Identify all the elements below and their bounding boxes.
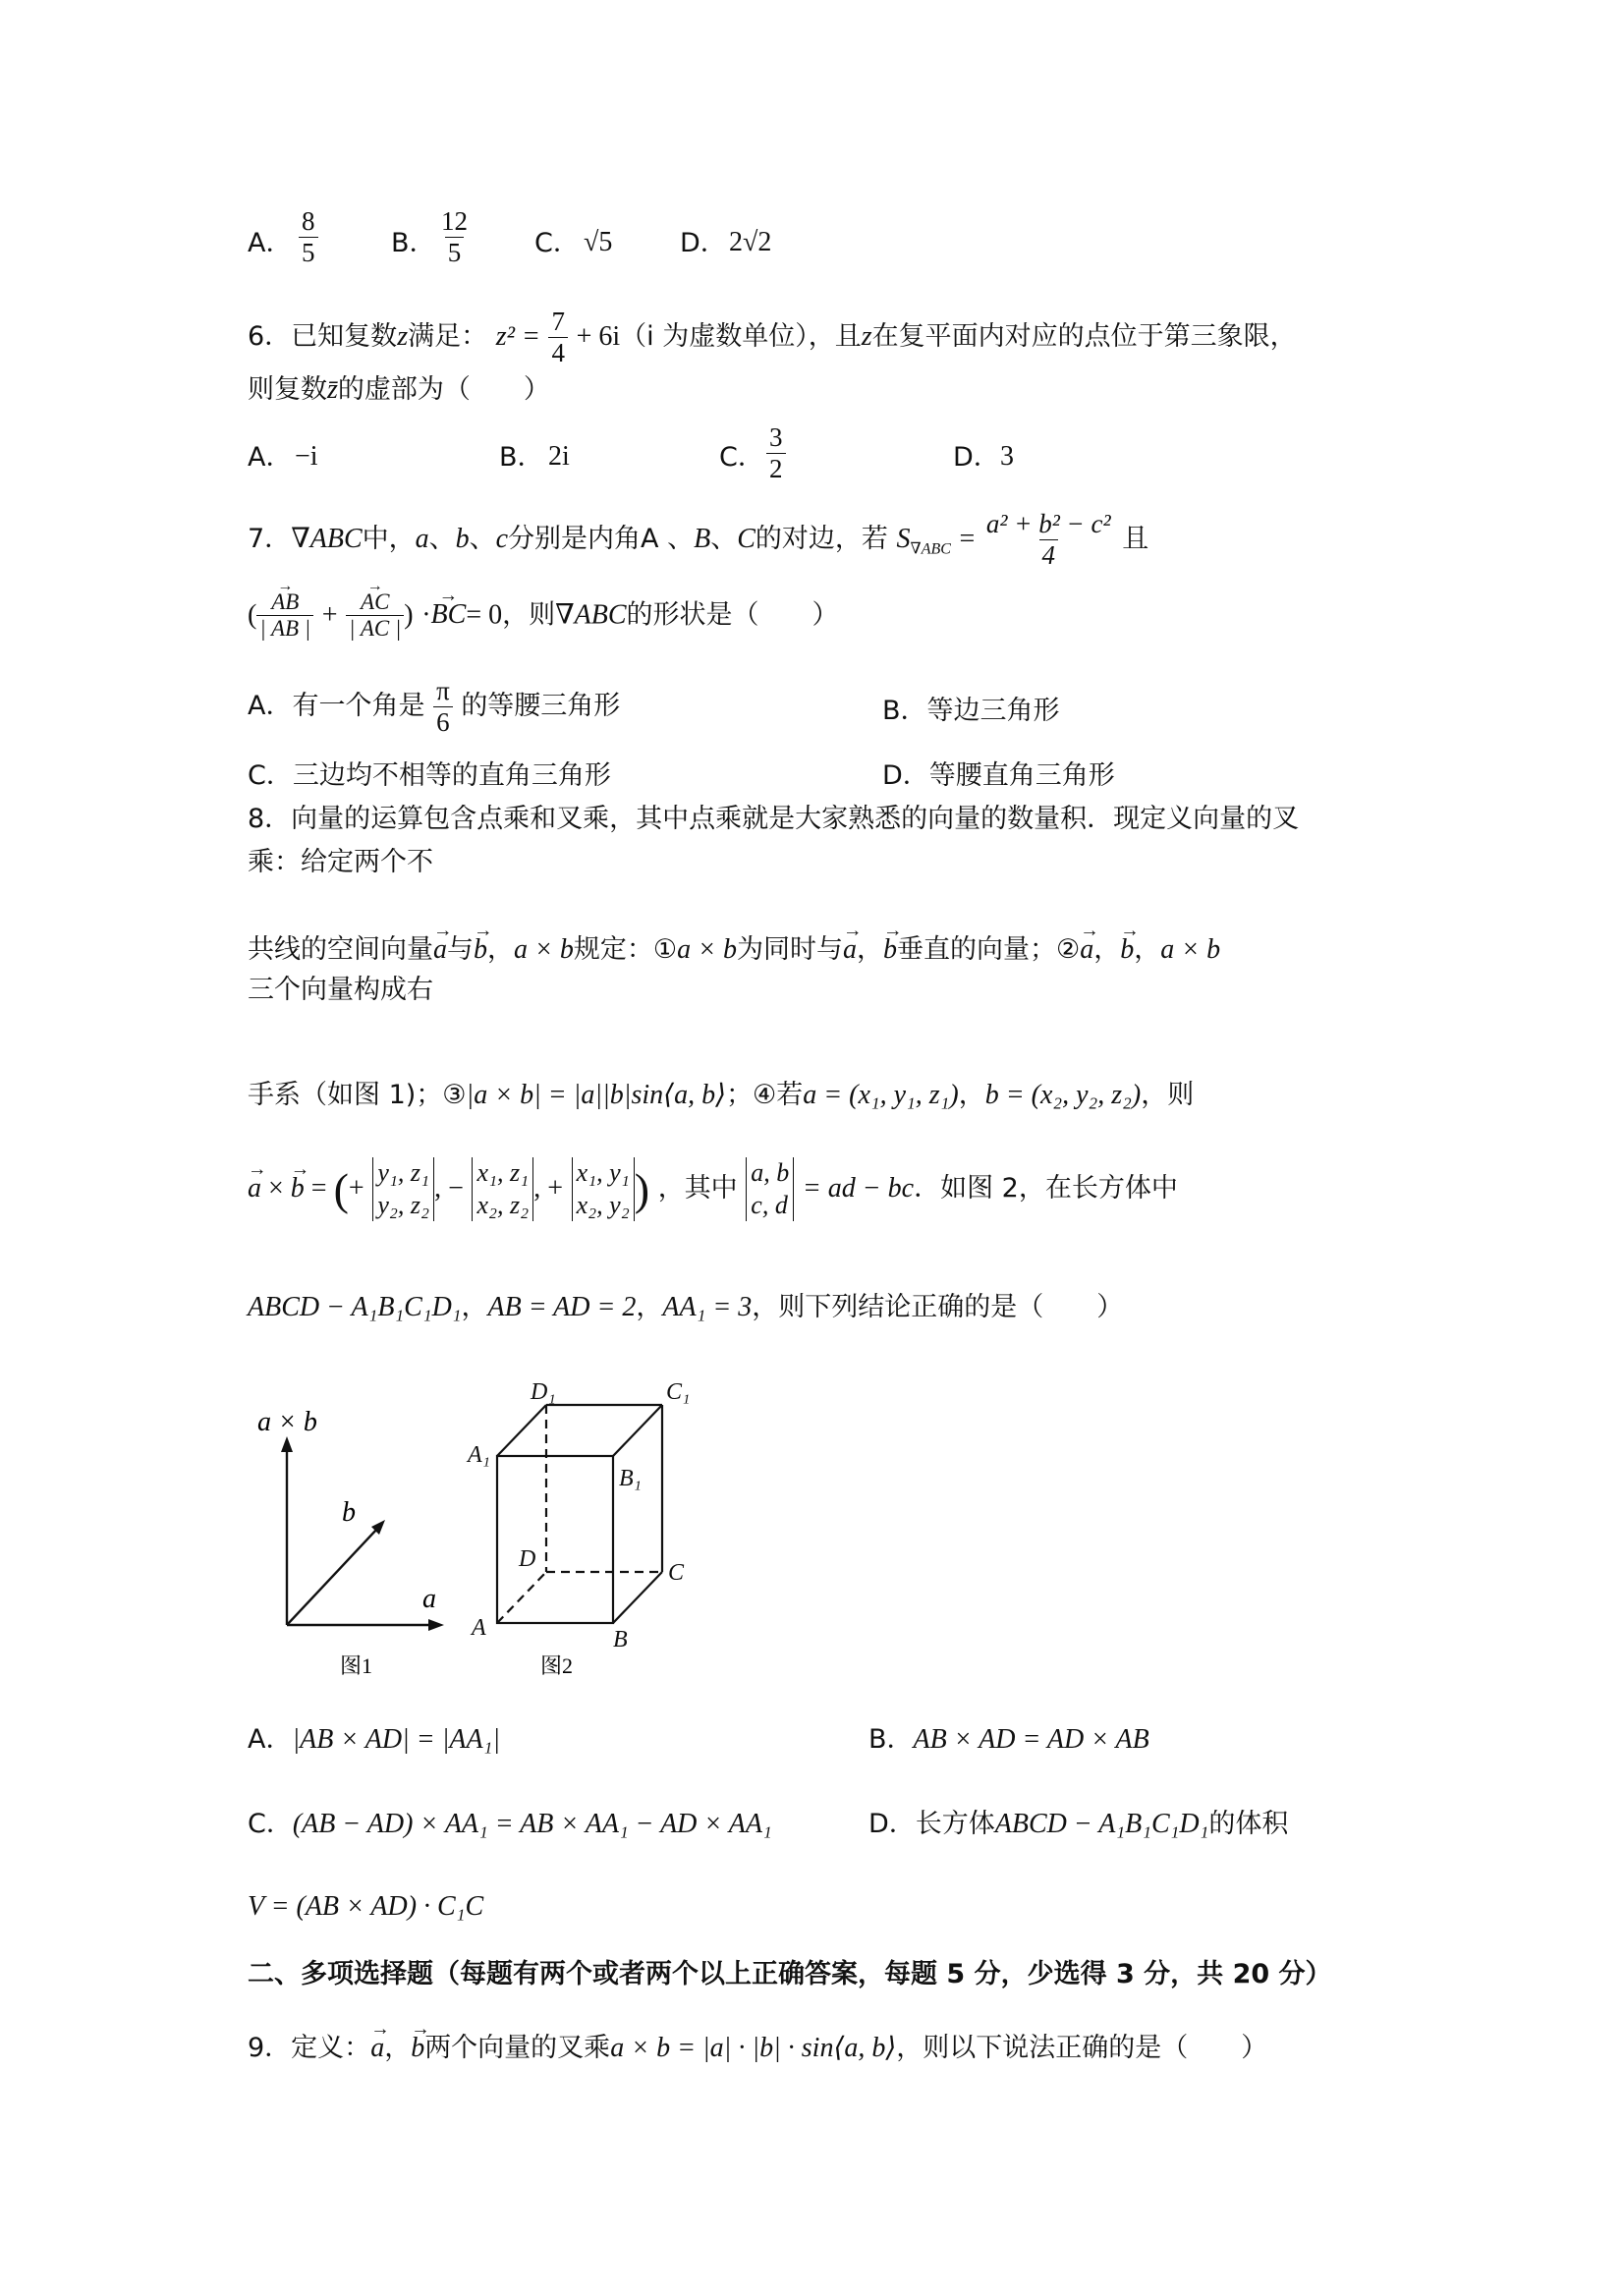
q6-fraction <box>548 307 568 368</box>
q5-a-numerator: 8 <box>302 206 315 236</box>
q8-line2 <box>248 847 433 878</box>
q8-axb2: a × b <box>677 934 738 965</box>
q7-option-b <box>882 696 1060 727</box>
q8-ab-ad: AB = AD = 2 <box>487 1292 637 1322</box>
q6-eq-left: z² = <box>495 321 540 353</box>
q8-a2: → a <box>843 933 857 967</box>
q5-option-c-label: C． <box>534 228 580 258</box>
q8-option-b <box>868 1723 1149 1757</box>
q8-b-coords: b = (x₂, y₂, z₂) <box>984 1080 1142 1110</box>
q7-a: a <box>415 524 429 555</box>
q7-option-c-text: C．三边均不相等的直角三角形 <box>248 760 611 791</box>
q6-text-b: 满足： <box>408 321 488 353</box>
q6-line1 <box>248 307 1297 368</box>
fig1-a-label: a <box>422 1584 436 1614</box>
q8-b3: → b <box>1120 933 1134 967</box>
q8-figures <box>246 1372 717 1696</box>
q7-unit-ab <box>256 589 313 643</box>
q8-det2-bot: x₂, z₂ <box>476 1190 530 1219</box>
q7-abs-ac: | AC | <box>346 615 404 642</box>
q5-option-a-fraction <box>299 206 318 268</box>
q6-option-d-value: 3 <box>1000 441 1014 472</box>
fig2-label-b1: B₁ <box>619 1466 643 1491</box>
q7-a-num: π <box>436 676 450 705</box>
q7-plus: + <box>321 599 338 631</box>
q9-text-b: 两个向量的叉乘 <box>424 2033 611 2063</box>
q7-text-a: 7． <box>248 524 292 555</box>
q7-area-den: 4 <box>1039 539 1059 571</box>
q8-line7-d: ，则下列结论正确的是（ ） <box>752 1292 1124 1322</box>
q8-line6-b: ．如图 2，在长方体中 <box>914 1173 1178 1204</box>
fig1-caption: 图1 <box>340 1653 373 1678</box>
figure-1 <box>257 1407 444 1678</box>
q7-line1 <box>248 509 1148 571</box>
q8-a: → a <box>433 933 447 967</box>
q8-det2-top: x₁, z₁ <box>476 1158 530 1187</box>
fig2-caption: 图2 <box>540 1653 574 1678</box>
q8-yu: 与 <box>447 934 474 965</box>
q8-option-d-rest: 的体积 <box>1208 1809 1289 1839</box>
q5-a-denominator: 5 <box>299 237 318 268</box>
q7-eq0: = 0 <box>466 599 503 631</box>
q8-option-b-formula: AB × AD = AD × AB <box>913 1724 1149 1755</box>
q7-b: b <box>455 524 470 555</box>
q8-det1-bot: y₂, z₂ <box>377 1190 430 1219</box>
q8-line5-c: ，则 <box>1141 1080 1195 1110</box>
q5-b-numerator: 12 <box>441 206 468 236</box>
q8-line1 <box>248 804 1299 835</box>
q6-zbar: z̄ <box>327 374 338 405</box>
q8-det3 <box>572 1157 635 1221</box>
q5-option-b-label: B． <box>391 228 436 258</box>
q6-option-c-label: C． <box>719 442 764 473</box>
q8-line5-a: 手系（如图 1)；③ <box>248 1080 467 1110</box>
q8-line2-text: 乘：给定两个不 <box>248 847 433 877</box>
q7-option-a-rest: 的等腰三角形 <box>461 691 621 722</box>
figure-2 <box>497 1405 662 1623</box>
q8-option-d-volume: V = (AB × AD) · C₁C <box>248 1891 484 1922</box>
q8-option-a-label: A． <box>248 1724 293 1755</box>
q8-aa1: AA₁ = 3 <box>662 1292 753 1322</box>
q7-area-fraction <box>983 509 1114 571</box>
q7-triangle2: ∇ABC <box>555 599 627 631</box>
q8-line4-text: 三个向量构成右 <box>248 975 433 1005</box>
q8-axb3: a × b <box>1160 934 1221 965</box>
q8-solid: ABCD − A₁B₁C₁D₁ <box>248 1292 462 1322</box>
q8-b: → b <box>474 933 487 967</box>
q8-line5 <box>248 1079 1194 1112</box>
q8-line5-b: ；④若 <box>726 1080 804 1110</box>
q8-line4 <box>248 975 433 1006</box>
q8-det1-top: y₁, z₁ <box>377 1158 430 1187</box>
q8-comma1: ， <box>487 934 514 965</box>
q8-line3-c: 为同时与 <box>737 934 844 965</box>
q6-text-a: 6．已知复数 <box>248 321 398 353</box>
section-2-text: 二、多项选择题（每题有两个或者两个以上正确答案，每题 5 分，少选得 3 分，共 20 分） <box>248 1959 1332 1989</box>
q8-a-coords: a = (x₁, y₁, z₁) <box>803 1080 959 1110</box>
q7-text-f: ，则 <box>502 599 556 631</box>
q8-b2: → b <box>883 933 897 967</box>
q9-line1 <box>248 2032 1267 2065</box>
q5-option-a-label: A． <box>248 228 293 258</box>
q8-line3 <box>248 933 1220 967</box>
q8-line6-a: ，其中 <box>657 1173 738 1204</box>
q8-option-d-solid: ABCD − A₁B₁C₁D₁ <box>994 1809 1209 1839</box>
q7-option-a-fraction <box>433 676 453 738</box>
q7-line2: ( → $\frac{AB}{| AB |}$ + → $\frac{AC}{| AC |}$ ) ·→ BC= 0，则∇ABC的形状是（ ） <box>248 589 839 643</box>
q7-option-d <box>882 760 1115 792</box>
q7-option-a-text: A．有一个角是 <box>248 691 425 722</box>
q8-line1-text: 8．向量的运算包含点乘和叉乘，其中点乘就是大家熟悉的向量的数量积．现定义向量的叉 <box>248 804 1300 834</box>
q9-text-c: ，则以下说法正确的是（ ） <box>896 2033 1268 2063</box>
fig2-label-d: D <box>519 1546 536 1572</box>
q6-eq-right: + 6i <box>576 321 621 353</box>
q7-option-a <box>248 676 620 738</box>
q5-b-denominator: 5 <box>445 237 465 268</box>
q7-text-d: 的对边，若 <box>755 524 888 555</box>
q5-option-d-value: 2√2 <box>729 227 772 257</box>
q7-S-subscript: ∇ABC <box>910 540 951 558</box>
q6-text-c: （i 为虚数单位），且 <box>620 321 862 353</box>
q7-text-g: 的形状是（ ） <box>626 599 839 631</box>
q6-c-num: 3 <box>769 422 783 452</box>
q8-det-def <box>746 1157 794 1221</box>
q9-b: → b <box>411 2032 424 2065</box>
fig2-label-d1: D₁ <box>531 1379 556 1405</box>
q7-B: B <box>694 524 711 555</box>
q7-sep1: 、 <box>428 524 456 555</box>
q5-option-c-value: √5 <box>584 227 613 257</box>
q8-option-d-label: D．长方体 <box>868 1809 995 1839</box>
q8-option-b-label: B． <box>868 1724 914 1755</box>
fig1-axb-label: a × b <box>257 1407 317 1437</box>
q8-comma3: ， <box>1093 934 1121 965</box>
q7-option-d-text: D．等腰直角三角形 <box>882 760 1115 791</box>
q7-c: c <box>495 524 509 555</box>
q7-abs-ab: | AB | <box>256 615 313 642</box>
q7-option-b-text: B．等边三角形 <box>882 696 1060 726</box>
q8-option-c-formula: (AB − AD) × AA₁ = AB × AA₁ − AD × AA₁ <box>292 1809 772 1839</box>
q7-sep2: 、 <box>469 524 496 555</box>
q6-den: 4 <box>548 337 568 368</box>
q8-axb: a × b <box>514 934 574 965</box>
q6-c-den: 2 <box>766 453 786 484</box>
q8-magnitude: |a × b| = |a||b|sin⟨a, b⟩ <box>466 1080 726 1110</box>
q7-vec-bc: → BC <box>431 598 467 632</box>
q6-option-a-value: −i <box>295 441 318 472</box>
q9-a: → a <box>370 2032 384 2065</box>
q6-num: 7 <box>551 307 565 336</box>
q6-z: z <box>397 321 409 353</box>
q6-option-b-value: 2i <box>548 441 570 472</box>
q7-eq: = <box>959 524 976 555</box>
q8-comma5: ， <box>958 1080 985 1110</box>
q9-comma: ， <box>384 2033 412 2063</box>
q7-dot: · <box>421 599 431 631</box>
q6-option-c-fraction <box>766 422 786 484</box>
q8-option-c-label: C． <box>248 1809 293 1839</box>
fig2-label-b: B <box>613 1627 628 1652</box>
fig2-label-c: C <box>668 1560 685 1586</box>
q6-line2-b: 的虚部为（ ） <box>337 374 550 405</box>
q8-line6: → a × → b = (+ y₁, z₁ y₂, z₂ , − x₁, z₁ x₂, z₂ , + x₁, y₁ x₂, y₂ ) ，其中 a, b c, d = ad − bc．如图 2，在长方体中 <box>248 1157 1178 1221</box>
q8-line3-b: 规定：① <box>573 934 678 965</box>
q8-option-a <box>248 1723 500 1757</box>
q7-text-b: 中， <box>362 524 416 555</box>
fig2-label-c1: C₁ <box>666 1379 691 1405</box>
q7-vec-ab: → AB <box>268 589 302 615</box>
q8-option-a-formula: |AB × AD| = |AA₁| <box>292 1724 501 1755</box>
q6-z2: z <box>861 321 872 353</box>
q7-vec-ac: → AC <box>358 589 392 615</box>
q5-option-b-fraction <box>438 206 471 268</box>
section-2-heading <box>248 1959 1332 1990</box>
q8-option-c <box>248 1808 772 1841</box>
q8-option-d <box>868 1808 1288 1841</box>
q7-S: S <box>896 524 911 555</box>
q7-text-c: 分别是内角A 、 <box>508 524 695 555</box>
fig2-label-a1: A₁ <box>468 1442 491 1468</box>
q6-line2-a: 则复数 <box>248 374 327 405</box>
q7-area-num: a² + b² − c² <box>985 509 1111 538</box>
q8-cross-def-a: → a <box>248 1172 261 1205</box>
q8-det-def-bot: c, d <box>751 1190 788 1219</box>
q8-comma4: ， <box>1134 934 1161 965</box>
q8-det-def-top: a, b <box>751 1158 790 1187</box>
q8-line3-d: 垂直的向量；② <box>897 934 1081 965</box>
q6-line2 <box>248 373 550 407</box>
q7-text-e: 且 <box>1122 524 1149 555</box>
q8-det3-top: x₁, y₁ <box>576 1158 630 1187</box>
q8-det3-bot: x₂, y₂ <box>576 1190 630 1219</box>
q6-option-a-label: A． <box>248 442 293 473</box>
q8-a3: → a <box>1080 933 1093 967</box>
q6-option-d-label: D． <box>953 442 1000 473</box>
q8-det-def-eq: = ad − bc <box>802 1173 915 1204</box>
q8-cross-def-b: → b <box>291 1172 305 1205</box>
q8-option-d-line2 <box>248 1890 483 1924</box>
q6-text-d: 在复平面内对应的点位于第三象限， <box>871 321 1297 353</box>
q8-line3-a: 共线的空间向量 <box>248 934 433 965</box>
q8-det1 <box>372 1157 434 1221</box>
q9-text-a: 9．定义： <box>248 2033 371 2063</box>
q6-option-b-label: B． <box>499 442 544 473</box>
q7-a-den: 6 <box>433 706 453 738</box>
q7-C: C <box>737 524 756 555</box>
q8-line7: ABCD − A₁B₁C₁D₁，AB = AD = 2，AA₁ = 3，则下列结论正确的是（ ） <box>248 1292 1124 1322</box>
q8-comma2: ， <box>857 934 884 965</box>
fig2-label-a: A <box>472 1615 486 1641</box>
q9-formula: a × b = |a| · |b| · sin⟨a, b⟩ <box>610 2033 897 2063</box>
q5-option-d-label: D． <box>680 228 727 258</box>
q8-det2 <box>472 1157 533 1221</box>
q7-sep3: 、 <box>710 524 738 555</box>
q7-unit-ac <box>346 589 404 643</box>
fig1-b-label: b <box>342 1497 356 1528</box>
q7-triangle: ∇ABC <box>291 524 363 555</box>
q7-option-c <box>248 760 611 792</box>
